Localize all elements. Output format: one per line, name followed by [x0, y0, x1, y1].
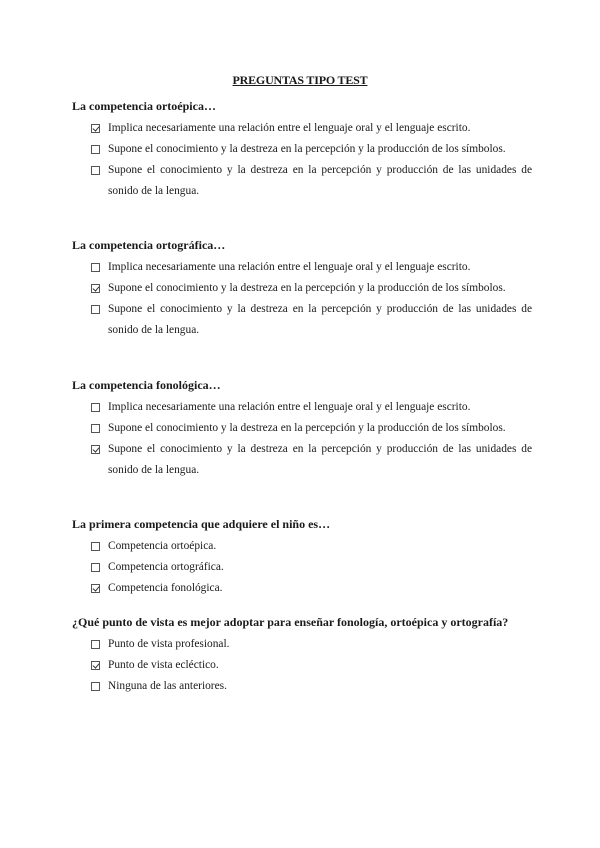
option-text: Supone el conocimiento y la destreza en la percepción y producción de las unidades de sonido de la lengua.: [108, 443, 532, 476]
checkbox-checked[interactable]: [91, 284, 100, 293]
option-item[interactable]: [72, 536, 532, 557]
option-item[interactable]: [72, 655, 532, 676]
checkbox[interactable]: [91, 305, 100, 314]
checkbox[interactable]: [91, 682, 100, 691]
option-text: Competencia ortográfica.: [108, 561, 224, 573]
checkbox[interactable]: [91, 640, 100, 649]
option-text: Punto de vista profesional.: [108, 638, 230, 650]
option-item[interactable]: [72, 160, 532, 202]
option-item[interactable]: [72, 278, 532, 299]
option-item[interactable]: [72, 397, 532, 418]
option-item[interactable]: [72, 299, 532, 341]
option-item[interactable]: [72, 578, 532, 599]
page-title: PREGUNTAS TIPO TEST: [232, 73, 368, 87]
option-text: Supone el conocimiento y la destreza en la percepción y la producción de los símbolos.: [108, 282, 506, 294]
option-item[interactable]: [72, 634, 532, 655]
option-text: Supone el conocimiento y la destreza en la percepción y la producción de los símbolos.: [108, 422, 506, 434]
checkbox-checked[interactable]: [91, 661, 100, 670]
question-1: [72, 99, 532, 202]
option-text: Punto de vista ecléctico.: [108, 659, 219, 671]
checkbox[interactable]: [91, 263, 100, 272]
option-item[interactable]: [72, 676, 532, 697]
checkbox-checked[interactable]: [91, 584, 100, 593]
option-text: Ninguna de las anteriores.: [108, 680, 227, 692]
question-2: [72, 238, 532, 341]
question-2-title: La competencia ortográfica…: [72, 238, 226, 252]
checkbox[interactable]: [91, 403, 100, 412]
option-item[interactable]: [72, 557, 532, 578]
option-text: Implica necesariamente una relación entre el lenguaje oral y el lenguaje escrito.: [108, 122, 471, 134]
question-3: [72, 378, 532, 481]
checkbox[interactable]: [91, 166, 100, 175]
checkbox[interactable]: [91, 424, 100, 433]
question-1-title: La competencia ortoépica…: [72, 99, 216, 113]
question-5-title: ¿Qué punto de vista es mejor adoptar para enseñar fonología, ortoépica y ortografía?: [72, 615, 509, 629]
option-text: Supone el conocimiento y la destreza en la percepción y producción de las unidades de sonido de la lengua.: [108, 303, 532, 336]
checkbox[interactable]: [91, 145, 100, 154]
option-text: Implica necesariamente una relación entre el lenguaje oral y el lenguaje escrito.: [108, 401, 471, 413]
option-item[interactable]: [72, 118, 532, 139]
option-item[interactable]: [72, 418, 532, 439]
option-item[interactable]: [72, 439, 532, 481]
checkbox[interactable]: [91, 563, 100, 572]
option-text: Implica necesariamente una relación entre el lenguaje oral y el lenguaje escrito.: [108, 261, 471, 273]
option-text: Supone el conocimiento y la destreza en la percepción y la producción de los símbolos.: [108, 143, 506, 155]
option-item[interactable]: [72, 257, 532, 278]
option-text: Competencia ortoépica.: [108, 540, 217, 552]
option-text: Supone el conocimiento y la destreza en la percepción y producción de las unidades de sonido de la lengua.: [108, 164, 532, 197]
checkbox[interactable]: [91, 542, 100, 551]
question-4-title: La primera competencia que adquiere el niño es…: [72, 517, 331, 531]
checkbox-checked[interactable]: [91, 124, 100, 133]
question-3-title: La competencia fonológica…: [72, 378, 221, 392]
option-item[interactable]: [72, 139, 532, 160]
question-5: [72, 615, 532, 697]
option-text: Competencia fonológica.: [108, 582, 223, 594]
checkbox-checked[interactable]: [91, 445, 100, 454]
question-4: [72, 517, 532, 599]
